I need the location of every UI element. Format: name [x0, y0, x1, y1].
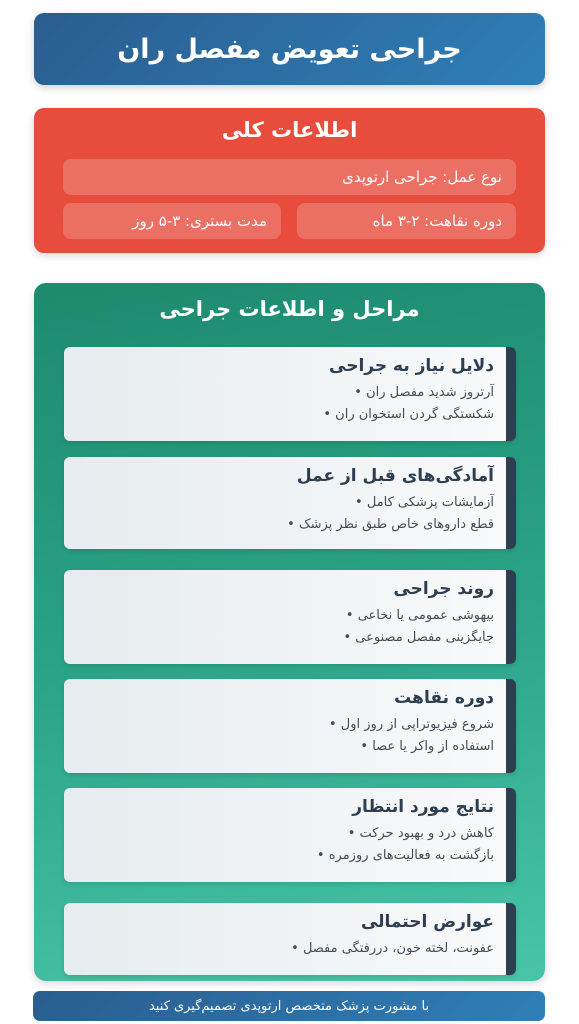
stage-card-title: نتایج مورد انتظار [352, 797, 494, 817]
stage-card-list [76, 492, 494, 536]
list-item: استفاده از واکر یا عصا • [76, 736, 494, 758]
stage-card-title: عوارض احتمالی [360, 912, 494, 932]
surgery-stages-heading: مراحل و اطلاعات جراحی [159, 297, 420, 321]
stage-card-outcomes [64, 788, 516, 882]
list-item: آرتروز شدید مفصل ران • [76, 382, 494, 404]
surgery-type-info: نوع عمل: جراحی ارتوپدی [63, 159, 516, 195]
page-title-banner [34, 13, 545, 85]
list-item: جایگزینی مفصل مصنوعی • [76, 627, 494, 649]
stage-card-title: روند جراحی [393, 579, 494, 599]
footer-note: با مشورت پزشک متخصص ارتوپدی تصمیم‌گیری کنید [33, 991, 545, 1021]
list-item: کاهش درد و بهبود حرکت • [76, 823, 494, 845]
stage-card-list [76, 938, 494, 960]
stage-card-title: آمادگی‌های قبل از عمل [296, 466, 494, 486]
hospital-stay-info: مدت بستری: ۳-۵ روز [63, 203, 281, 239]
list-item: آزمایشات پزشکی کامل • [76, 492, 494, 514]
surgery-stages-panel [34, 283, 545, 981]
list-item: شکستگی گردن استخوان ران • [76, 404, 494, 426]
stage-card-recovery [64, 679, 516, 773]
recovery-period-info: دوره نقاهت: ۲-۳ ماه [297, 203, 516, 239]
list-item: شروع فیزیوتراپی از روز اول • [76, 714, 494, 736]
stage-card-list [76, 714, 494, 758]
page-title: جراحی تعویض مفصل ران [117, 33, 462, 65]
general-info-heading: اطلاعات کلی [221, 118, 358, 142]
stage-card-preparation [64, 457, 516, 549]
stage-card-list [76, 823, 494, 867]
stage-card-procedure [64, 570, 516, 664]
stage-card-list [76, 382, 494, 426]
stage-card-title: دلایل نیاز به جراحی [329, 356, 494, 376]
list-item: قطع داروهای خاص طبق نظر پزشک • [76, 514, 494, 536]
stage-card-title: دوره نقاهت [394, 688, 494, 708]
stage-card-complications [64, 903, 516, 975]
list-item: عفونت، لخته خون، دررفتگی مفصل • [76, 938, 494, 960]
list-item: بیهوشی عمومی یا نخاعی • [76, 605, 494, 627]
general-info-panel [34, 108, 545, 253]
stage-card-list [76, 605, 494, 649]
stage-card-indications [64, 347, 516, 441]
list-item: بازگشت به فعالیت‌های روزمره • [76, 845, 494, 867]
